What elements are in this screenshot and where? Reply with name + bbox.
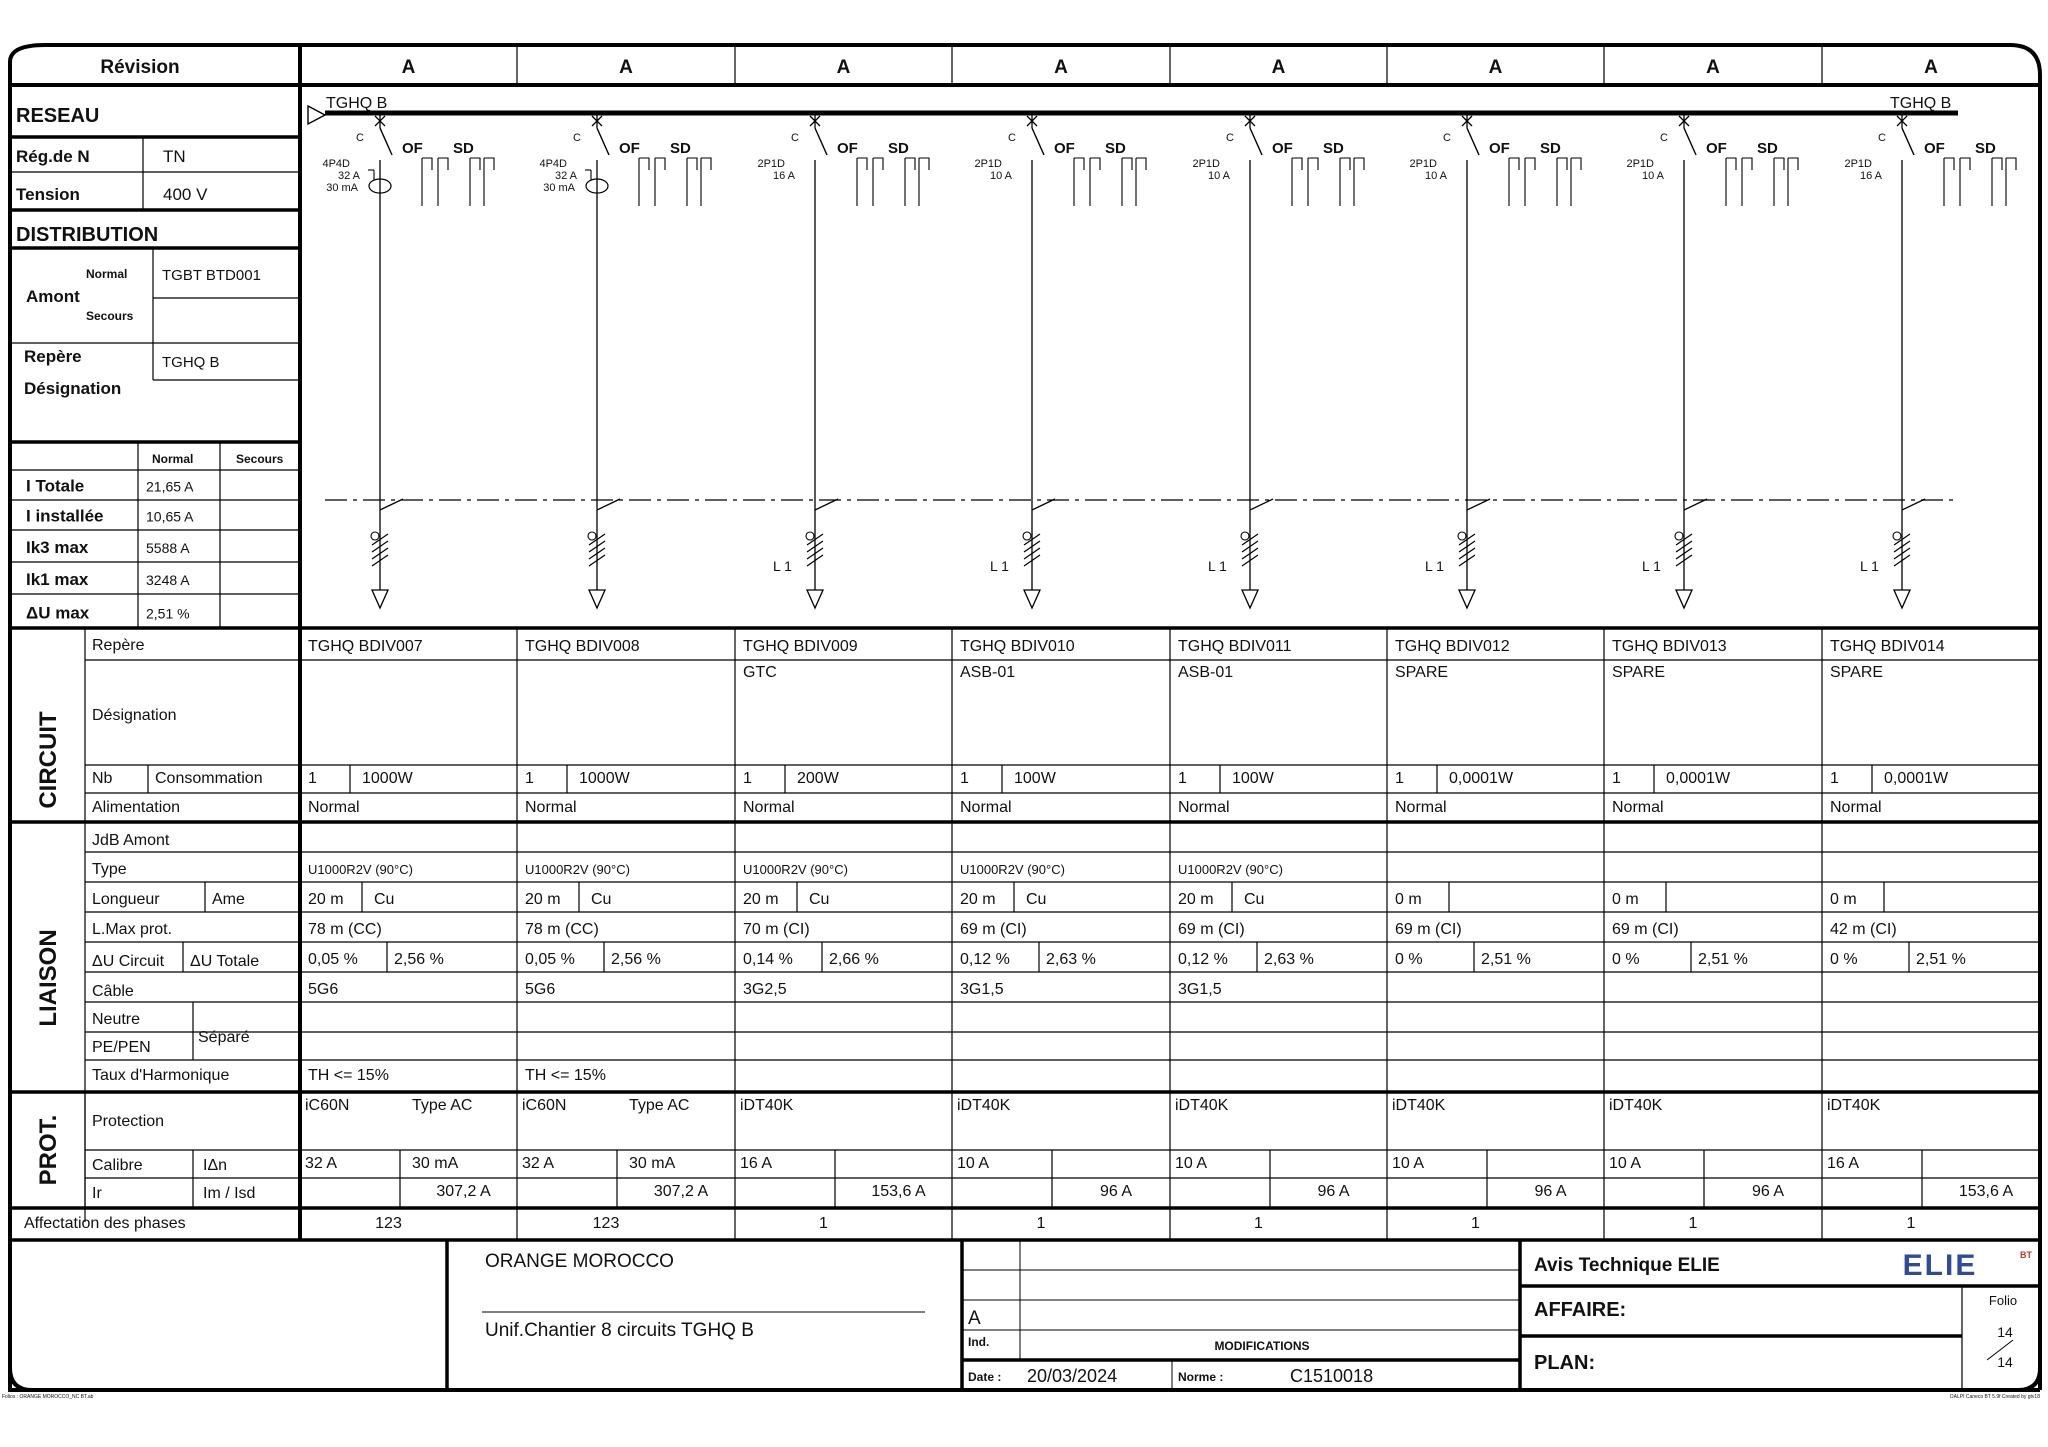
- liaison-cable-value: 3G2,5: [743, 981, 787, 998]
- breaker-rating: 32 A: [337, 170, 360, 182]
- avis-label: Avis Technique ELIE: [1534, 1255, 1720, 1276]
- auxiliary-contacts: [639, 158, 711, 206]
- liaison-du-circuit-value: 0,05 %: [308, 951, 358, 968]
- prot-calibre-value: 10 A: [957, 1155, 990, 1172]
- contact-c-label: C: [1660, 132, 1668, 144]
- liaison-du-circuit-value: 0,12 %: [1178, 951, 1228, 968]
- prot-ir-label: Ir: [92, 1185, 102, 1202]
- liaison-separe-label: Séparé: [198, 1029, 250, 1046]
- breaker-rating: 10 A: [989, 170, 1012, 182]
- contact-of-label: OF: [837, 140, 858, 157]
- circuit-nb-value: 1: [308, 770, 317, 787]
- contact-of-label: OF: [1706, 140, 1727, 157]
- auxiliary-contacts: [1074, 158, 1146, 206]
- contact-of-label: OF: [1054, 140, 1075, 157]
- feeder-2: [539, 113, 711, 608]
- feeder-5: [1192, 113, 1364, 608]
- contact-sd-label: SD: [1105, 140, 1126, 157]
- liaison-du-totale-value: 2,56 %: [394, 951, 444, 968]
- reseau-title: RESEAU: [16, 105, 100, 127]
- liaison-type-value: U1000R2V (90°C): [308, 862, 413, 877]
- phase-value: 1: [1688, 1215, 1698, 1232]
- liaison-type-label: Type: [92, 861, 127, 878]
- prot-device-value: iDT40K: [1827, 1097, 1881, 1114]
- prot-device-value: iC60N: [522, 1097, 567, 1114]
- prot-calibre-value: 32 A: [522, 1155, 555, 1172]
- contact-of-label: OF: [619, 140, 640, 157]
- liaison-jdb-label: JdB Amont: [92, 832, 170, 849]
- circuit-nb-label: Nb: [92, 770, 113, 787]
- current-normal-value: 5588 A: [146, 540, 190, 557]
- liaison-du-totale-value: 2,63 %: [1046, 951, 1096, 968]
- tension-label: Tension: [16, 185, 80, 204]
- prot-im-value: 96 A: [1534, 1183, 1567, 1200]
- prot-im-value: 153,6 A: [1958, 1183, 2014, 1200]
- contact-c-label: C: [1226, 132, 1234, 144]
- contact-of-label: OF: [1489, 140, 1510, 157]
- prot-device-value: iDT40K: [740, 1097, 794, 1114]
- prot-im-label: Im / Isd: [203, 1185, 256, 1202]
- revision-value: A: [1054, 57, 1068, 78]
- prot-calibre-value: 10 A: [1392, 1155, 1425, 1172]
- prot-idn-value: 30 mA: [412, 1155, 459, 1172]
- cable-marker: [588, 532, 596, 540]
- breaker-poles: 2P1D: [1844, 158, 1872, 170]
- feeder-8: [1844, 113, 2016, 608]
- circuit-alim-value: Normal: [1395, 799, 1447, 816]
- liaison-longueur-value: 20 m: [525, 891, 561, 908]
- cable-marker: [806, 532, 814, 540]
- cable-marker: [1675, 532, 1683, 540]
- circuit-designation-value: ASB-01: [1178, 664, 1234, 681]
- breaker-rating: 16 A: [772, 170, 795, 182]
- prot-calibre-value: 16 A: [740, 1155, 773, 1172]
- col-normal-label: Normal: [152, 452, 194, 466]
- phase-value: 123: [592, 1215, 620, 1232]
- current-label: I Totale: [26, 476, 85, 496]
- circuit-conso-value: 0,0001W: [1449, 770, 1514, 787]
- circuit-section-label: CIRCUIT: [35, 711, 62, 809]
- circuit-nb-value: 1: [960, 770, 969, 787]
- circuit-designation-value: SPARE: [1830, 664, 1884, 681]
- prot-section-label: PROT.: [35, 1114, 62, 1186]
- breaker-contact: [1684, 128, 1696, 155]
- liaison-du-circuit-value: 0 %: [1830, 951, 1858, 968]
- circuit-repere-label: Repère: [92, 637, 145, 654]
- feeder-6: [1409, 113, 1581, 608]
- outer-frame: [10, 45, 2040, 1390]
- elie-logo-text: ELIE: [1902, 1249, 1978, 1282]
- liaison-type-value: U1000R2V (90°C): [960, 862, 1065, 877]
- load-arrow: [1242, 590, 1258, 608]
- liaison-du-circuit-value: 0 %: [1612, 951, 1640, 968]
- contact-sd-label: SD: [1975, 140, 1996, 157]
- load-arrow: [372, 590, 388, 608]
- liaison-type-value: U1000R2V (90°C): [525, 862, 630, 877]
- designation-label: Désignation: [24, 379, 122, 398]
- liaison-ame-value: Cu: [591, 891, 612, 908]
- prot-device-value: iDT40K: [1175, 1097, 1229, 1114]
- circuit-conso-value: 0,0001W: [1666, 770, 1731, 787]
- circuit-repere-value: TGHQ BDIV010: [960, 638, 1075, 655]
- circuit-alim-value: Normal: [1830, 799, 1882, 816]
- liaison-cable-value: 3G1,5: [1178, 981, 1222, 998]
- circuit-repere-value: TGHQ BDIV013: [1612, 638, 1727, 655]
- liaison-longueur-value: 20 m: [960, 891, 996, 908]
- revision-value: A: [1924, 57, 1938, 78]
- auxiliary-contacts: [422, 158, 494, 206]
- amont-normal-value: TGBT BTD001: [162, 267, 261, 284]
- breaker-poles: 2P1D: [974, 158, 1002, 170]
- modifications-label: MODIFICATIONS: [1214, 1339, 1310, 1353]
- prot-calibre-label: Calibre: [92, 1157, 143, 1174]
- folio-total: 14: [1997, 1354, 2013, 1370]
- folio-label: Folio: [1988, 1293, 2018, 1308]
- circuit-repere-value: TGHQ BDIV009: [743, 638, 858, 655]
- contact-c-label: C: [573, 132, 581, 144]
- liaison-du-circuit-value: 0,05 %: [525, 951, 575, 968]
- breaker-rating: 16 A: [1859, 170, 1882, 182]
- revision-value: A: [1706, 57, 1720, 78]
- circuit-designation-value: GTC: [743, 664, 777, 681]
- circuit-nb-value: 1: [1395, 770, 1404, 787]
- liaison-ame-value: Cu: [374, 891, 395, 908]
- liaison-section-label: LIAISON: [35, 929, 62, 1027]
- load-arrow: [807, 590, 823, 608]
- breaker-sensitivity: 30 mA: [326, 182, 358, 194]
- revision-value: A: [1488, 57, 1503, 78]
- circuit-designation-label: Désignation: [92, 707, 177, 724]
- auxiliary-contacts: [1292, 158, 1364, 206]
- prot-calibre-value: 16 A: [1827, 1155, 1860, 1172]
- prot-idn-value: 30 mA: [629, 1155, 676, 1172]
- liaison-ame-value: Cu: [1244, 891, 1265, 908]
- current-normal-value: 2,51 %: [146, 605, 190, 622]
- liaison-du-circuit-value: 0,14 %: [743, 951, 793, 968]
- phase-value: 1: [1471, 1215, 1480, 1232]
- outer-frame-bottom: [10, 1368, 2040, 1390]
- current-normal-value: 10,65 A: [146, 508, 194, 525]
- date-value: 20/03/2024: [1027, 1366, 1118, 1386]
- circuit-alim-value: Normal: [1612, 799, 1664, 816]
- circuit-conso-value: 100W: [1014, 770, 1056, 787]
- auxiliary-contacts: [1944, 158, 2016, 206]
- date-label: Date :: [968, 1370, 1002, 1384]
- liaison-du-circuit-label: ΔU Circuit: [92, 953, 165, 970]
- load-arrow: [1894, 590, 1910, 608]
- revision-label: Révision: [100, 57, 180, 78]
- liaison-lmax-value: 69 m (CI): [1395, 921, 1462, 938]
- circuit-nb-value: 1: [525, 770, 534, 787]
- liaison-du-totale-value: 2,63 %: [1264, 951, 1314, 968]
- liaison-lmax-value: 78 m (CC): [308, 921, 382, 938]
- liaison-ame-value: Cu: [1026, 891, 1047, 908]
- prot-im-value: 96 A: [1099, 1183, 1133, 1200]
- liaison-longueur-label: Longueur: [92, 891, 160, 908]
- liaison-cable-value: 3G1,5: [960, 981, 1004, 998]
- current-normal-value: 21,65 A: [146, 478, 194, 495]
- prot-protection-label: Protection: [92, 1113, 165, 1130]
- drawing-subtitle: Unif.Chantier 8 circuits TGHQ B: [485, 1320, 754, 1341]
- elie-logo: [1903, 1249, 2033, 1282]
- phase-value: 1: [819, 1215, 828, 1232]
- liaison-type-value: U1000R2V (90°C): [743, 862, 848, 877]
- prot-type-value: Type AC: [412, 1097, 473, 1114]
- breaker-contact: [815, 128, 827, 155]
- busbar-label-right: TGHQ B: [1890, 95, 1952, 112]
- contact-sd-label: SD: [888, 140, 909, 157]
- circuit-nb-value: 1: [1612, 770, 1621, 787]
- revision-value: A: [836, 57, 851, 78]
- norme-label: Norme :: [1178, 1370, 1224, 1384]
- contact-of-label: OF: [1924, 140, 1945, 157]
- breaker-rating: 32 A: [554, 170, 577, 182]
- phase-label: L 1: [1860, 558, 1879, 574]
- revision-value: A: [619, 57, 633, 78]
- breaker-contact: [380, 128, 392, 155]
- liaison-ame-label: Ame: [212, 891, 245, 908]
- breaker-contact: [597, 128, 609, 155]
- busbar-arrow: [308, 106, 325, 124]
- normal-label: Normal: [86, 267, 128, 281]
- prot-im-value: 96 A: [1317, 1183, 1350, 1200]
- footer-left: Folios : ORANGE MOROCCO_NC BT.ab: [2, 1394, 94, 1400]
- liaison-lmax-value: 42 m (CI): [1830, 921, 1897, 938]
- prot-calibre-value: 32 A: [305, 1155, 338, 1172]
- busbar-label-left: TGHQ B: [326, 95, 388, 112]
- liaison-longueur-value: 20 m: [1178, 891, 1214, 908]
- prot-device-value: iC60N: [305, 1097, 350, 1114]
- liaison-longueur-value: 0 m: [1830, 891, 1857, 908]
- breaker-sensitivity: 30 mA: [543, 182, 575, 194]
- liaison-cable-label: Câble: [92, 983, 134, 1000]
- liaison-du-circuit-value: 0,12 %: [960, 951, 1010, 968]
- circuit-alim-value: Normal: [308, 799, 360, 816]
- phases-label: Affectation des phases: [24, 1215, 186, 1232]
- contact-sd-label: SD: [1757, 140, 1778, 157]
- contact-c-label: C: [791, 132, 799, 144]
- liaison-lmax-value: 70 m (CI): [743, 921, 810, 938]
- prot-im-value: 307,2 A: [436, 1183, 491, 1200]
- prot-im-value: 307,2 A: [653, 1183, 709, 1200]
- liaison-du-totale-value: 2,51 %: [1698, 951, 1748, 968]
- repere-value: TGHQ B: [162, 354, 220, 371]
- circuit-conso-value: 200W: [797, 770, 839, 787]
- current-label: Ik1 max: [26, 570, 89, 590]
- circuit-conso-value: 100W: [1232, 770, 1274, 787]
- feeder-4: [974, 113, 1146, 608]
- footer-right: DALPI Caneco BT 5.9f Created by gtv18: [1950, 1394, 2040, 1400]
- liaison-pe-label: PE/PEN: [92, 1039, 151, 1056]
- revision-index: A: [968, 1308, 981, 1329]
- phase-label: L 1: [1208, 558, 1227, 574]
- circuit-alim-value: Normal: [960, 799, 1012, 816]
- breaker-contact: [1902, 128, 1914, 155]
- circuit-designation-value: SPARE: [1612, 664, 1666, 681]
- current-label: Ik3 max: [26, 538, 89, 558]
- breaker-poles: 2P1D: [757, 158, 785, 170]
- circuit-designation-value: SPARE: [1395, 664, 1449, 681]
- liaison-du-totale-value: 2,56 %: [611, 951, 661, 968]
- liaison-taux-value: TH <= 15%: [308, 1067, 389, 1084]
- norme-value: C1510018: [1290, 1366, 1374, 1386]
- client-name: ORANGE MOROCCO: [485, 1251, 674, 1272]
- load-arrow: [1676, 590, 1692, 608]
- contact-sd-label: SD: [670, 140, 691, 157]
- phase-value: 1: [1036, 1215, 1046, 1232]
- liaison-neutre-label: Neutre: [92, 1011, 141, 1028]
- breaker-poles: 2P1D: [1409, 158, 1437, 170]
- breaker-poles: 4P4D: [539, 158, 567, 170]
- circuit-designation-value: ASB-01: [960, 664, 1016, 681]
- circuit-conso-value: 1000W: [579, 770, 630, 787]
- folio-number: 14: [1997, 1324, 2013, 1340]
- amont-label: Amont: [26, 287, 80, 306]
- distribution-title: DISTRIBUTION: [16, 224, 159, 246]
- prot-im-value: 153,6 A: [871, 1183, 926, 1200]
- breaker-rating: 10 A: [1424, 170, 1447, 182]
- prot-calibre-value: 10 A: [1609, 1155, 1642, 1172]
- circuit-nb-value: 1: [1830, 770, 1839, 787]
- liaison-type-value: U1000R2V (90°C): [1178, 862, 1283, 877]
- current-label: I installée: [26, 506, 104, 526]
- contact-of-label: OF: [1272, 140, 1293, 157]
- cable-marker: [1458, 532, 1466, 540]
- liaison-lmax-label: L.Max prot.: [92, 921, 173, 938]
- circuit-alim-label: Alimentation: [92, 799, 181, 816]
- load-arrow: [1024, 590, 1040, 608]
- circuit-repere-value: TGHQ BDIV011: [1178, 638, 1292, 655]
- breaker-contact: [1467, 128, 1479, 155]
- circuit-conso-value: 1000W: [362, 770, 413, 787]
- phase-value: 1: [1254, 1215, 1263, 1232]
- phase-label: L 1: [1642, 558, 1661, 574]
- load-arrow: [589, 590, 605, 608]
- circuit-nb-value: 1: [1178, 770, 1187, 787]
- contact-sd-label: SD: [453, 140, 474, 157]
- breaker-poles: 2P1D: [1626, 158, 1654, 170]
- current-label: ΔU max: [26, 603, 90, 623]
- repere-label: Repère: [24, 347, 82, 366]
- liaison-taux-label: Taux d'Harmonique: [92, 1067, 230, 1084]
- auxiliary-contacts: [1509, 158, 1581, 206]
- liaison-longueur-value: 0 m: [1395, 891, 1422, 908]
- regime-label: Rég.de N: [16, 147, 90, 166]
- circuit-repere-value: TGHQ BDIV007: [308, 638, 423, 655]
- liaison-du-totale-label: ΔU Totale: [190, 953, 260, 970]
- contact-c-label: C: [1008, 132, 1016, 144]
- secours-label: Secours: [86, 309, 134, 323]
- liaison-du-circuit-value: 0 %: [1395, 951, 1423, 968]
- liaison-du-totale-value: 2,51 %: [1916, 951, 1966, 968]
- contact-sd-label: SD: [1540, 140, 1561, 157]
- feeder-3: [757, 113, 929, 608]
- breaker-contact: [1250, 128, 1262, 155]
- liaison-du-totale-value: 2,66 %: [829, 951, 879, 968]
- breaker-rating: 10 A: [1641, 170, 1664, 182]
- contact-c-label: C: [356, 132, 364, 144]
- liaison-lmax-value: 78 m (CC): [525, 921, 599, 938]
- divider-break: [1032, 499, 1055, 510]
- breaker-contact: [1032, 128, 1044, 155]
- breaker-poles: 4P4D: [322, 158, 350, 170]
- contact-c-label: C: [1443, 132, 1451, 144]
- phase-value: 1: [1906, 1215, 1916, 1232]
- circuit-repere-value: TGHQ BDIV014: [1830, 638, 1945, 655]
- breaker-rating: 10 A: [1207, 170, 1230, 182]
- circuit-alim-value: Normal: [525, 799, 577, 816]
- contact-of-label: OF: [402, 140, 423, 157]
- cable-marker: [1241, 532, 1249, 540]
- current-normal-value: 3248 A: [146, 572, 190, 589]
- cable-marker: [1023, 532, 1031, 540]
- liaison-cable-value: 5G6: [308, 981, 339, 998]
- feeder-7: [1626, 113, 1798, 608]
- phase-label: L 1: [1425, 558, 1444, 574]
- revision-value: A: [401, 57, 416, 78]
- liaison-ame-value: Cu: [809, 891, 830, 908]
- prot-im-value: 96 A: [1751, 1183, 1785, 1200]
- circuit-nb-value: 1: [743, 770, 752, 787]
- elie-logo-sup: BT: [2020, 1250, 2032, 1260]
- liaison-lmax-value: 69 m (CI): [1178, 921, 1245, 938]
- cable-marker: [1893, 532, 1901, 540]
- affaire-label: AFFAIRE:: [1534, 1299, 1627, 1321]
- circuit-alim-value: Normal: [1178, 799, 1230, 816]
- contact-c-label: C: [1878, 132, 1886, 144]
- auxiliary-contacts: [857, 158, 929, 206]
- liaison-lmax-value: 69 m (CI): [960, 921, 1027, 938]
- col-secours-label: Secours: [236, 452, 284, 466]
- prot-device-value: iDT40K: [1609, 1097, 1663, 1114]
- tension-value: 400 V: [163, 185, 208, 204]
- liaison-longueur-value: 20 m: [743, 891, 779, 908]
- feeder-1: [322, 113, 494, 608]
- prot-device-value: iDT40K: [957, 1097, 1011, 1114]
- contact-sd-label: SD: [1323, 140, 1344, 157]
- liaison-lmax-value: 69 m (CI): [1612, 921, 1679, 938]
- phase-label: L 1: [990, 558, 1009, 574]
- breaker-poles: 2P1D: [1192, 158, 1220, 170]
- auxiliary-contacts: [1726, 158, 1798, 206]
- liaison-longueur-value: 0 m: [1612, 891, 1639, 908]
- circuit-alim-value: Normal: [743, 799, 795, 816]
- circuit-repere-value: TGHQ BDIV012: [1395, 638, 1510, 655]
- prot-calibre-value: 10 A: [1175, 1155, 1208, 1172]
- liaison-cable-value: 5G6: [525, 981, 556, 998]
- prot-idn-label: IΔn: [203, 1157, 228, 1174]
- phase-value: 123: [375, 1215, 402, 1232]
- load-arrow: [1459, 590, 1475, 608]
- prot-type-value: Type AC: [629, 1097, 690, 1114]
- circuit-conso-label: Consommation: [155, 770, 263, 787]
- circuit-conso-value: 0,0001W: [1884, 770, 1949, 787]
- liaison-du-totale-value: 2,51 %: [1481, 951, 1531, 968]
- phase-label: L 1: [773, 558, 792, 574]
- liaison-taux-value: TH <= 15%: [525, 1067, 606, 1084]
- prot-device-value: iDT40K: [1392, 1097, 1446, 1114]
- revision-value: A: [1271, 57, 1286, 78]
- regime-value: TN: [163, 147, 186, 166]
- cable-marker: [371, 532, 379, 540]
- circuit-repere-value: TGHQ BDIV008: [525, 638, 640, 655]
- liaison-longueur-value: 20 m: [308, 891, 344, 908]
- plan-label: PLAN:: [1534, 1352, 1596, 1374]
- ind-label: Ind.: [968, 1335, 990, 1349]
